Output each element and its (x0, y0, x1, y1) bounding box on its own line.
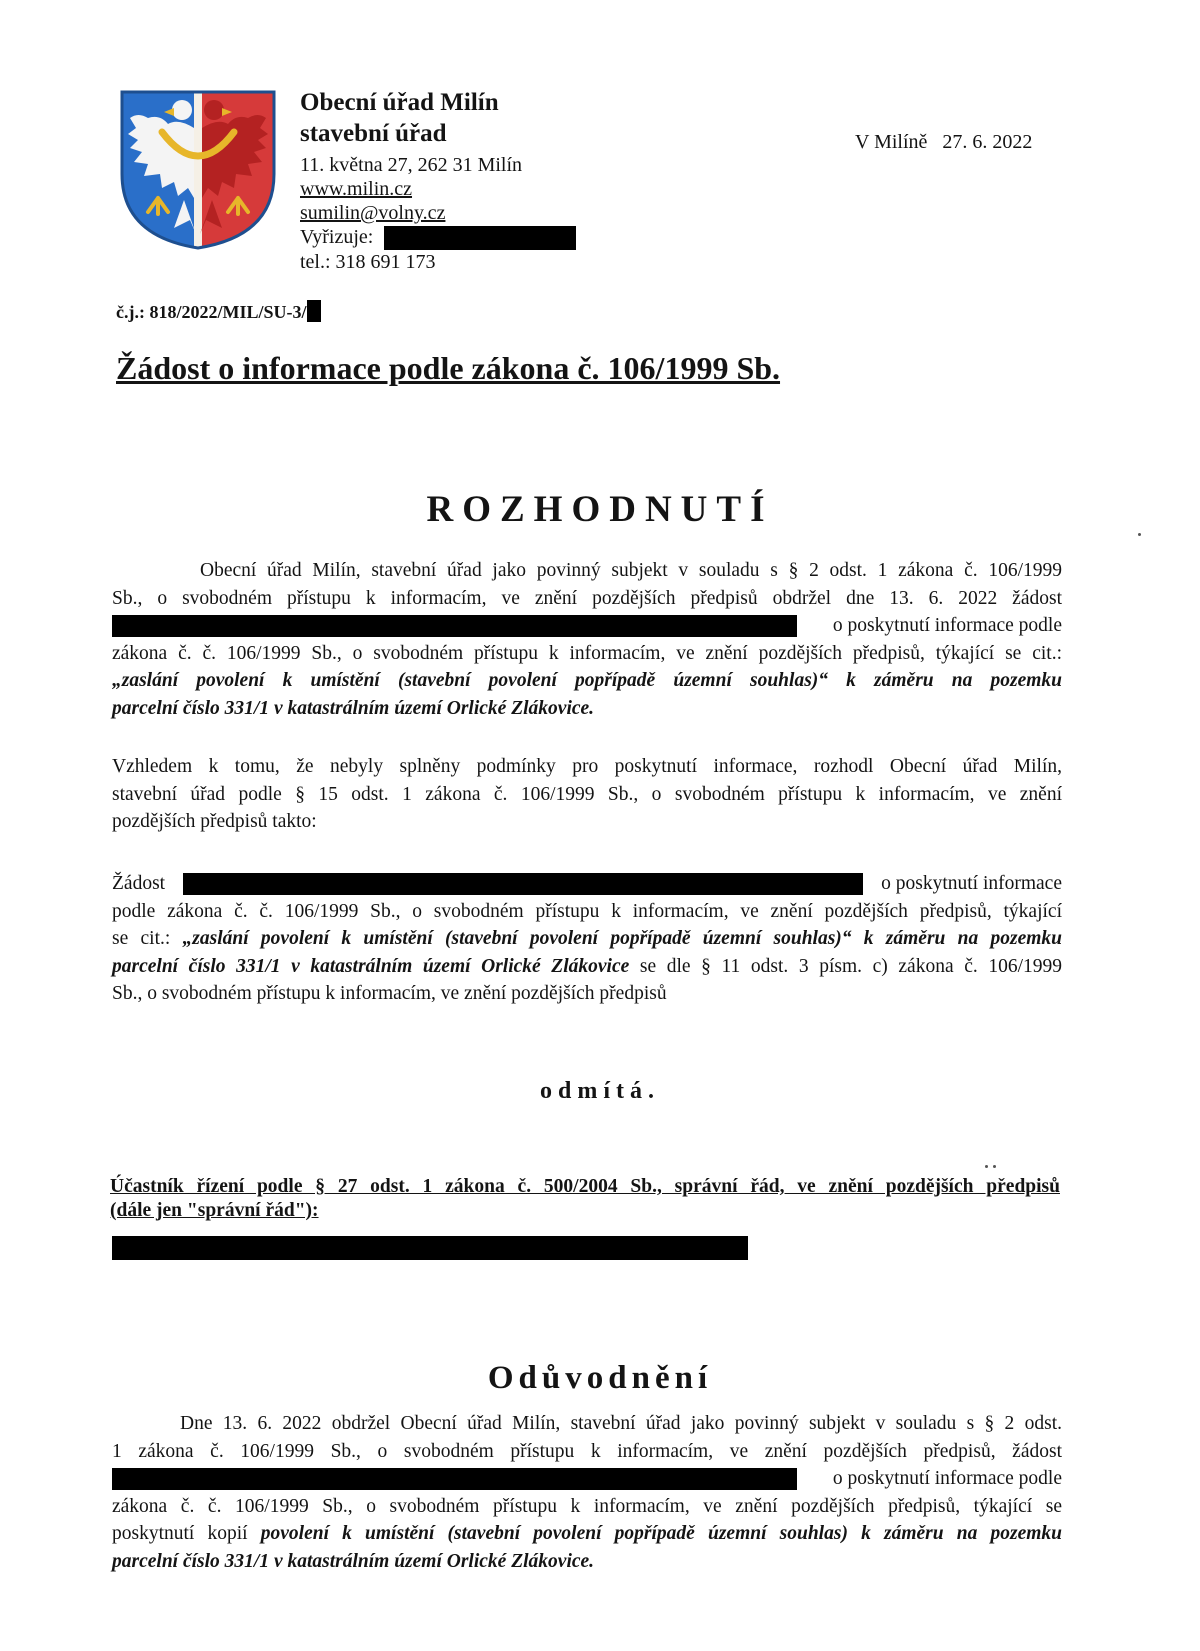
redaction-requester-3 (112, 1468, 797, 1490)
scan-speck (1138, 533, 1141, 536)
p1-line-5: „zaslání povolení k umístění (stavební povolení popřípadě územní souhlas)“ k záměru na pozemku (112, 670, 1062, 691)
reasoning-title: Odůvodnění (487, 1360, 713, 1396)
redaction-reference (307, 300, 321, 322)
office-email-link[interactable]: sumilin@volny.cz (300, 202, 446, 224)
document-date: V Milíně 27. 6. 2022 (855, 131, 1033, 153)
reference-number: č.j.: 818/2022/MIL/SU-3/ (116, 300, 321, 323)
p2-line-2: stavební úřad podle § 15 odst. 1 zákona č. 106/1999 Sb., o svobodném přístupu k informacím, ve znění (112, 783, 1062, 805)
p2-line-3: pozdějších předpisů takto: (112, 811, 317, 832)
p3-line-2: podle zákona č. č. 106/1999 Sb., o svobodném přístupu k informacím, ve znění pozdějších předpisů, týkající (112, 900, 1062, 922)
scan-speck (985, 1165, 988, 1168)
verdict-text: odmítá. (540, 1078, 660, 1104)
office-department: stavební úřad (300, 120, 447, 147)
p4-line-6: parcelní číslo 331/1 v katastrálním území Orlické Zlákovice. (112, 1550, 595, 1572)
participant-line-1: Účastník řízení podle § 27 odst. 1 zákona č. 500/2004 Sb., správní řád, ve znění pozdějších předpisů (110, 1176, 1060, 1197)
p1-line-6: parcelní číslo 331/1 v katastrálním území Orlické Zlákovice. (112, 697, 595, 719)
p1-line-3: o poskytnutí informace podle (112, 612, 1062, 640)
office-address: 11. května 27, 262 31 Milín (300, 154, 523, 176)
office-phone: tel.: 318 691 173 (300, 251, 436, 273)
scan-speck (993, 1165, 996, 1168)
p2-line-1: Vzhledem k tomu, že nebyly splněny podmínky pro poskytnutí informace, rozhodl Obecní úřad Milín, (112, 756, 1062, 777)
redaction-handler (384, 226, 576, 250)
p1-line-1: Obecní úřad Milín, stavební úřad jako povinný subjekt v souladu s § 2 odst. 1 zákona č. 106/1999 (200, 560, 1062, 581)
redaction-requester-2 (183, 873, 863, 895)
document-subject: Žádost o informace podle zákona č. 106/1999 Sb. (116, 350, 781, 386)
office-website-link[interactable]: www.milin.cz (300, 178, 413, 200)
paragraph-reasoning (112, 1410, 1062, 1575)
p4-line-3: o poskytnutí informace podle (112, 1465, 1062, 1493)
p4-line-2: 1 zákona č. 106/1999 Sb., o svobodném přístupu k informacím, ve znění pozdějších předpisů, žádost (112, 1440, 1062, 1462)
p4-line-1: Dne 13. 6. 2022 obdržel Obecní úřad Milín, stavební úřad jako povinný subjekt v souladu s § 2 odst. (180, 1413, 1062, 1434)
p3-line-4: parcelní číslo 331/1 v katastrálním území Orlické Zlákovice se dle § 11 odst. 3 písm. c) zákona č. 106/1999 (112, 955, 1063, 977)
paragraph-decision-statement (112, 870, 1062, 1008)
p1-line-4: zákona č. č. 106/1999 Sb., o svobodném přístupu k informacím, ve znění pozdějších předpisů, týkající se cit.: (112, 642, 1062, 664)
paragraph-request-received (112, 557, 1062, 722)
coat-of-arms-icon (118, 88, 278, 252)
office-name: Obecní úřad Milín (300, 89, 499, 116)
p3-line-5: Sb., o svobodném přístupu k informacím, ve znění pozdějších předpisů (112, 983, 667, 1004)
p3-line-1: Žádost o poskytnutí informace (112, 873, 1062, 894)
redaction-participant (112, 1236, 748, 1260)
p3-line-3: se cit.: „zaslání povolení k umístění (stavební povolení popřípadě územní souhlas)“ k záměru na pozemku (112, 928, 1063, 949)
redaction-requester-1 (112, 615, 797, 637)
decision-title: ROZHODNUTÍ (426, 489, 774, 530)
p4-line-5: poskytnutí kopií povolení k umístění (stavební povolení popřípadě územní souhlas) k záměru na pozemku (112, 1523, 1062, 1544)
participant-heading (110, 1175, 1060, 1223)
handler-label: Vyřizuje: (300, 226, 374, 248)
p4-line-4: zákona č. č. 106/1999 Sb., o svobodném přístupu k informacím, ve znění pozdějších předpisů, týkající se (112, 1495, 1062, 1517)
paragraph-decision-basis (112, 753, 1062, 836)
participant-line-2: (dále jen "správní řád"): (110, 1200, 319, 1221)
p1-line-2: Sb., o svobodném přístupu k informacím, ve znění pozdějších předpisů obdržel dne 13. 6. 2022 žádost (112, 587, 1062, 609)
